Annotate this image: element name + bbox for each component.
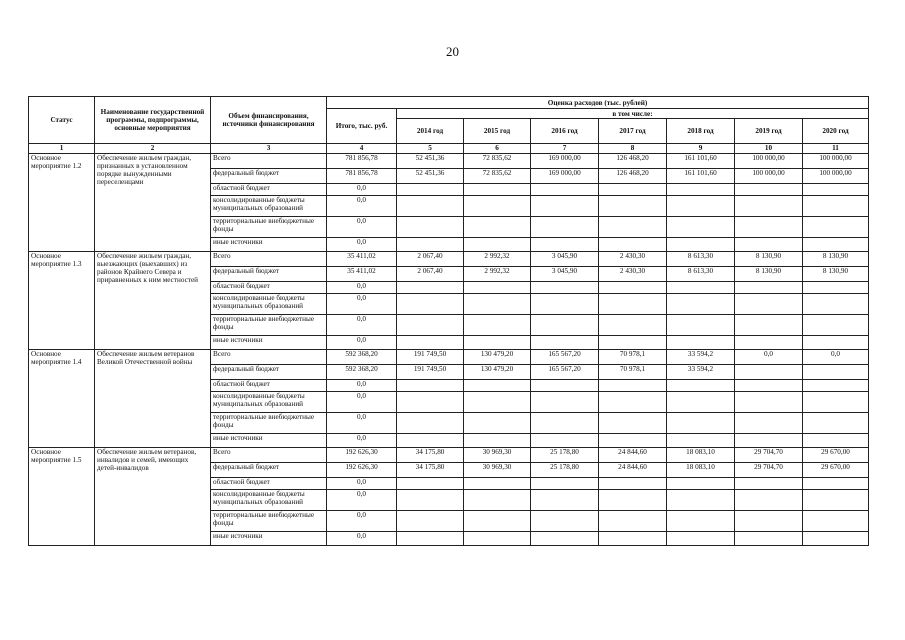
- year-value-cell: [599, 511, 667, 532]
- funding-source-cell: Всего: [211, 252, 327, 267]
- year-value-cell: [667, 315, 735, 336]
- column-index: 7: [531, 144, 599, 154]
- year-value-cell: 24 844,60: [599, 448, 667, 463]
- year-value-cell: 8 130,90: [803, 252, 869, 267]
- year-value-cell: 29 704,70: [735, 448, 803, 463]
- year-value-cell: 191 749,50: [397, 365, 464, 380]
- year-value-cell: [667, 184, 735, 196]
- year-value-cell: 100 000,00: [735, 169, 803, 184]
- year-value-cell: [599, 478, 667, 490]
- year-value-cell: [735, 392, 803, 413]
- year-value-cell: [735, 413, 803, 434]
- total-cell: 0,0: [327, 392, 397, 413]
- year-value-cell: [531, 217, 599, 238]
- year-value-cell: 25 178,80: [531, 463, 599, 478]
- year-value-cell: [397, 217, 464, 238]
- year-value-cell: 2 430,30: [599, 267, 667, 282]
- total-cell: 781 856,78: [327, 154, 397, 169]
- year-value-cell: [667, 196, 735, 217]
- year-value-cell: [464, 196, 531, 217]
- year-value-cell: 165 567,20: [531, 365, 599, 380]
- year-value-cell: [667, 238, 735, 252]
- year-value-cell: [464, 532, 531, 546]
- header-year: 2019 год: [735, 119, 803, 144]
- total-cell: 592 368,20: [327, 365, 397, 380]
- column-index: 4: [327, 144, 397, 154]
- funding-source-cell: территориальные внебюджетные фонды: [211, 413, 327, 434]
- year-value-cell: [397, 238, 464, 252]
- year-value-cell: [599, 294, 667, 315]
- total-cell: 0,0: [327, 294, 397, 315]
- header-status: Статус: [29, 97, 95, 144]
- funding-source-cell: Всего: [211, 154, 327, 169]
- year-value-cell: [667, 380, 735, 392]
- year-value-cell: [667, 434, 735, 448]
- year-value-cell: [397, 392, 464, 413]
- table-row: [29, 448, 869, 463]
- year-value-cell: [531, 282, 599, 294]
- year-value-cell: [531, 315, 599, 336]
- header-year: 2015 год: [464, 119, 531, 144]
- year-value-cell: [531, 532, 599, 546]
- year-value-cell: 30 969,30: [464, 448, 531, 463]
- total-cell: 592 368,20: [327, 350, 397, 365]
- year-value-cell: [599, 336, 667, 350]
- funding-source-cell: Всего: [211, 350, 327, 365]
- header-year: 2018 год: [667, 119, 735, 144]
- year-value-cell: [735, 336, 803, 350]
- funding-source-cell: территориальные внебюджетные фонды: [211, 511, 327, 532]
- column-index: 10: [735, 144, 803, 154]
- year-value-cell: [599, 196, 667, 217]
- year-value-cell: [667, 478, 735, 490]
- year-value-cell: [735, 365, 803, 380]
- year-value-cell: [803, 490, 869, 511]
- budget-table: [28, 96, 869, 546]
- year-value-cell: [803, 380, 869, 392]
- year-value-cell: [735, 282, 803, 294]
- year-value-cell: [464, 490, 531, 511]
- year-value-cell: [397, 315, 464, 336]
- total-cell: 0,0: [327, 315, 397, 336]
- year-value-cell: [735, 434, 803, 448]
- year-value-cell: [735, 532, 803, 546]
- year-value-cell: [531, 184, 599, 196]
- funding-source-cell: консолидированные бюджеты муниципальных образований: [211, 294, 327, 315]
- total-cell: 0,0: [327, 478, 397, 490]
- year-value-cell: [803, 434, 869, 448]
- year-value-cell: [803, 413, 869, 434]
- table-body: [29, 154, 869, 546]
- funding-source-cell: иные источники: [211, 532, 327, 546]
- total-cell: 0,0: [327, 282, 397, 294]
- year-value-cell: [397, 511, 464, 532]
- header-year: 2014 год: [397, 119, 464, 144]
- status-cell: Основное мероприятие 1.4: [29, 350, 95, 448]
- year-value-cell: [803, 315, 869, 336]
- year-value-cell: 130 479,20: [464, 350, 531, 365]
- funding-source-cell: территориальные внебюджетные фонды: [211, 315, 327, 336]
- year-value-cell: [531, 294, 599, 315]
- status-cell: Основное мероприятие 1.3: [29, 252, 95, 350]
- year-value-cell: 8 613,30: [667, 267, 735, 282]
- year-value-cell: [464, 434, 531, 448]
- year-value-cell: [397, 490, 464, 511]
- year-value-cell: 0,0: [803, 350, 869, 365]
- year-value-cell: [667, 282, 735, 294]
- total-cell: 35 411,02: [327, 267, 397, 282]
- year-value-cell: [397, 282, 464, 294]
- funding-source-cell: территориальные внебюджетные фонды: [211, 217, 327, 238]
- total-cell: 781 856,78: [327, 169, 397, 184]
- year-value-cell: [599, 217, 667, 238]
- year-value-cell: 3 045,90: [531, 252, 599, 267]
- year-value-cell: [531, 196, 599, 217]
- year-value-cell: [531, 392, 599, 413]
- measure-name-cell: Обеспечение жильем граждан, признанных в установленном порядке вынужденными переселенцами: [95, 154, 211, 252]
- year-value-cell: 72 835,62: [464, 154, 531, 169]
- column-index: 3: [211, 144, 327, 154]
- funding-source-cell: иные источники: [211, 434, 327, 448]
- year-value-cell: [397, 380, 464, 392]
- header-name: Наименование государственной программы, подпрограммы, основные мероприятия: [95, 97, 211, 144]
- year-value-cell: 29 670,00: [803, 448, 869, 463]
- header-including: в том числе:: [397, 109, 869, 119]
- page-number: 20: [446, 44, 459, 59]
- year-value-cell: 52 451,36: [397, 169, 464, 184]
- year-value-cell: 2 430,30: [599, 252, 667, 267]
- funding-source-cell: федеральный бюджет: [211, 169, 327, 184]
- funding-source-cell: Всего: [211, 448, 327, 463]
- year-value-cell: 70 978,1: [599, 365, 667, 380]
- year-value-cell: [735, 196, 803, 217]
- year-value-cell: [599, 413, 667, 434]
- table-header: [29, 97, 869, 154]
- year-value-cell: 29 670,00: [803, 463, 869, 478]
- year-value-cell: [397, 196, 464, 217]
- year-value-cell: 2 992,32: [464, 267, 531, 282]
- measure-name-cell: Обеспечение жильем ветеранов Великой Отечественной войны: [95, 350, 211, 448]
- year-value-cell: [531, 413, 599, 434]
- header-estimate: Оценка расходов (тыс. рублей): [327, 97, 869, 109]
- year-value-cell: 2 992,32: [464, 252, 531, 267]
- year-value-cell: 24 844,60: [599, 463, 667, 478]
- total-cell: 0,0: [327, 490, 397, 511]
- total-cell: 0,0: [327, 413, 397, 434]
- year-value-cell: 8 613,30: [667, 252, 735, 267]
- year-value-cell: [803, 282, 869, 294]
- total-cell: 0,0: [327, 196, 397, 217]
- year-value-cell: [397, 336, 464, 350]
- year-value-cell: 72 835,62: [464, 169, 531, 184]
- year-value-cell: [599, 282, 667, 294]
- year-value-cell: 165 567,20: [531, 350, 599, 365]
- year-value-cell: [464, 380, 531, 392]
- year-value-cell: 169 000,00: [531, 154, 599, 169]
- year-value-cell: 25 178,80: [531, 448, 599, 463]
- year-value-cell: [397, 294, 464, 315]
- column-index: 5: [397, 144, 464, 154]
- funding-source-cell: консолидированные бюджеты муниципальных образований: [211, 196, 327, 217]
- year-value-cell: 30 969,30: [464, 463, 531, 478]
- total-cell: 0,0: [327, 336, 397, 350]
- year-value-cell: [397, 478, 464, 490]
- table-row: [29, 252, 869, 267]
- year-value-cell: [531, 478, 599, 490]
- year-value-cell: [599, 315, 667, 336]
- year-value-cell: [803, 217, 869, 238]
- year-value-cell: [803, 184, 869, 196]
- year-value-cell: [464, 315, 531, 336]
- header-year: 2020 год: [803, 119, 869, 144]
- year-value-cell: [599, 532, 667, 546]
- funding-source-cell: областной бюджет: [211, 184, 327, 196]
- year-value-cell: [667, 490, 735, 511]
- year-value-cell: 3 045,90: [531, 267, 599, 282]
- table-row: [29, 350, 869, 365]
- year-value-cell: [667, 511, 735, 532]
- year-value-cell: [464, 413, 531, 434]
- year-value-cell: [397, 413, 464, 434]
- measure-name-cell: Обеспечение жильем ветеранов, инвалидов и семей, имеющих детей-инвалидов: [95, 448, 211, 546]
- year-value-cell: [803, 196, 869, 217]
- total-cell: 35 411,02: [327, 252, 397, 267]
- year-value-cell: [464, 184, 531, 196]
- year-value-cell: 29 704,70: [735, 463, 803, 478]
- year-value-cell: 8 130,90: [735, 267, 803, 282]
- year-value-cell: 100 000,00: [735, 154, 803, 169]
- year-value-cell: 8 130,90: [735, 252, 803, 267]
- measure-name-cell: Обеспечение жильем граждан, выезжающих (выехавших) из районов Крайнего Севера и приравненных к ним местностей: [95, 252, 211, 350]
- year-value-cell: [667, 217, 735, 238]
- year-value-cell: [397, 434, 464, 448]
- year-value-cell: [531, 380, 599, 392]
- year-value-cell: [735, 380, 803, 392]
- year-value-cell: [464, 478, 531, 490]
- total-cell: 192 626,30: [327, 463, 397, 478]
- total-cell: 0,0: [327, 217, 397, 238]
- year-value-cell: 126 468,20: [599, 169, 667, 184]
- year-value-cell: 161 101,60: [667, 154, 735, 169]
- total-cell: 0,0: [327, 380, 397, 392]
- year-value-cell: [599, 434, 667, 448]
- funding-source-cell: областной бюджет: [211, 380, 327, 392]
- year-value-cell: [803, 392, 869, 413]
- status-cell: Основное мероприятие 1.2: [29, 154, 95, 252]
- year-value-cell: [531, 490, 599, 511]
- status-cell: Основное мероприятие 1.5: [29, 448, 95, 546]
- year-value-cell: [735, 315, 803, 336]
- column-index: 9: [667, 144, 735, 154]
- year-value-cell: [803, 294, 869, 315]
- year-value-cell: 70 978,1: [599, 350, 667, 365]
- total-cell: 0,0: [327, 238, 397, 252]
- year-value-cell: [735, 294, 803, 315]
- year-value-cell: [667, 532, 735, 546]
- year-value-cell: [667, 294, 735, 315]
- year-value-cell: 18 083,10: [667, 448, 735, 463]
- year-value-cell: [464, 282, 531, 294]
- total-cell: 0,0: [327, 184, 397, 196]
- table-row: [29, 154, 869, 169]
- year-value-cell: 34 175,80: [397, 463, 464, 478]
- year-value-cell: [803, 478, 869, 490]
- header-total: Итого, тыс. руб.: [327, 109, 397, 144]
- year-value-cell: [735, 184, 803, 196]
- year-value-cell: [531, 511, 599, 532]
- column-index: 8: [599, 144, 667, 154]
- year-value-cell: 126 468,20: [599, 154, 667, 169]
- year-value-cell: [599, 380, 667, 392]
- year-value-cell: [531, 238, 599, 252]
- year-value-cell: [464, 238, 531, 252]
- column-index: 11: [803, 144, 869, 154]
- funding-source-cell: федеральный бюджет: [211, 267, 327, 282]
- year-value-cell: 161 101,60: [667, 169, 735, 184]
- total-cell: 192 626,30: [327, 448, 397, 463]
- funding-source-cell: иные источники: [211, 238, 327, 252]
- funding-source-cell: федеральный бюджет: [211, 463, 327, 478]
- funding-source-cell: консолидированные бюджеты муниципальных образований: [211, 490, 327, 511]
- total-cell: 0,0: [327, 532, 397, 546]
- year-value-cell: 191 749,50: [397, 350, 464, 365]
- header-year: 2017 год: [599, 119, 667, 144]
- header-volume: Объем финансирования, источники финансирования: [211, 97, 327, 144]
- year-value-cell: [599, 184, 667, 196]
- year-value-cell: [735, 490, 803, 511]
- year-value-cell: 0,0: [735, 350, 803, 365]
- year-value-cell: [531, 336, 599, 350]
- year-value-cell: [667, 392, 735, 413]
- total-cell: 0,0: [327, 434, 397, 448]
- funding-source-cell: консолидированные бюджеты муниципальных образований: [211, 392, 327, 413]
- year-value-cell: 100 000,00: [803, 154, 869, 169]
- year-value-cell: [464, 336, 531, 350]
- year-value-cell: [599, 238, 667, 252]
- funding-source-cell: областной бюджет: [211, 282, 327, 294]
- header-year: 2016 год: [531, 119, 599, 144]
- year-value-cell: 8 130,90: [803, 267, 869, 282]
- year-value-cell: [735, 238, 803, 252]
- year-value-cell: [397, 184, 464, 196]
- year-value-cell: 2 067,40: [397, 267, 464, 282]
- year-value-cell: [735, 478, 803, 490]
- column-index: 6: [464, 144, 531, 154]
- year-value-cell: 130 479,20: [464, 365, 531, 380]
- year-value-cell: [464, 294, 531, 315]
- year-value-cell: 18 083,10: [667, 463, 735, 478]
- year-value-cell: [803, 238, 869, 252]
- year-value-cell: [803, 336, 869, 350]
- year-value-cell: [464, 217, 531, 238]
- year-value-cell: 100 000,00: [803, 169, 869, 184]
- year-value-cell: [735, 511, 803, 532]
- year-value-cell: 169 000,00: [531, 169, 599, 184]
- year-value-cell: 33 594,2: [667, 350, 735, 365]
- year-value-cell: 52 451,36: [397, 154, 464, 169]
- year-value-cell: [397, 532, 464, 546]
- year-value-cell: [531, 434, 599, 448]
- year-value-cell: [667, 336, 735, 350]
- funding-source-cell: федеральный бюджет: [211, 365, 327, 380]
- year-value-cell: 2 067,40: [397, 252, 464, 267]
- column-index: 1: [29, 144, 95, 154]
- total-cell: 0,0: [327, 511, 397, 532]
- year-value-cell: [803, 365, 869, 380]
- funding-source-cell: иные источники: [211, 336, 327, 350]
- year-value-cell: [599, 392, 667, 413]
- year-value-cell: [803, 511, 869, 532]
- year-value-cell: [464, 511, 531, 532]
- funding-source-cell: областной бюджет: [211, 478, 327, 490]
- year-value-cell: [803, 532, 869, 546]
- year-value-cell: 33 594,2: [667, 365, 735, 380]
- year-value-cell: [735, 217, 803, 238]
- year-value-cell: [667, 413, 735, 434]
- year-value-cell: [599, 490, 667, 511]
- year-value-cell: 34 175,80: [397, 448, 464, 463]
- year-value-cell: [464, 392, 531, 413]
- column-index: 2: [95, 144, 211, 154]
